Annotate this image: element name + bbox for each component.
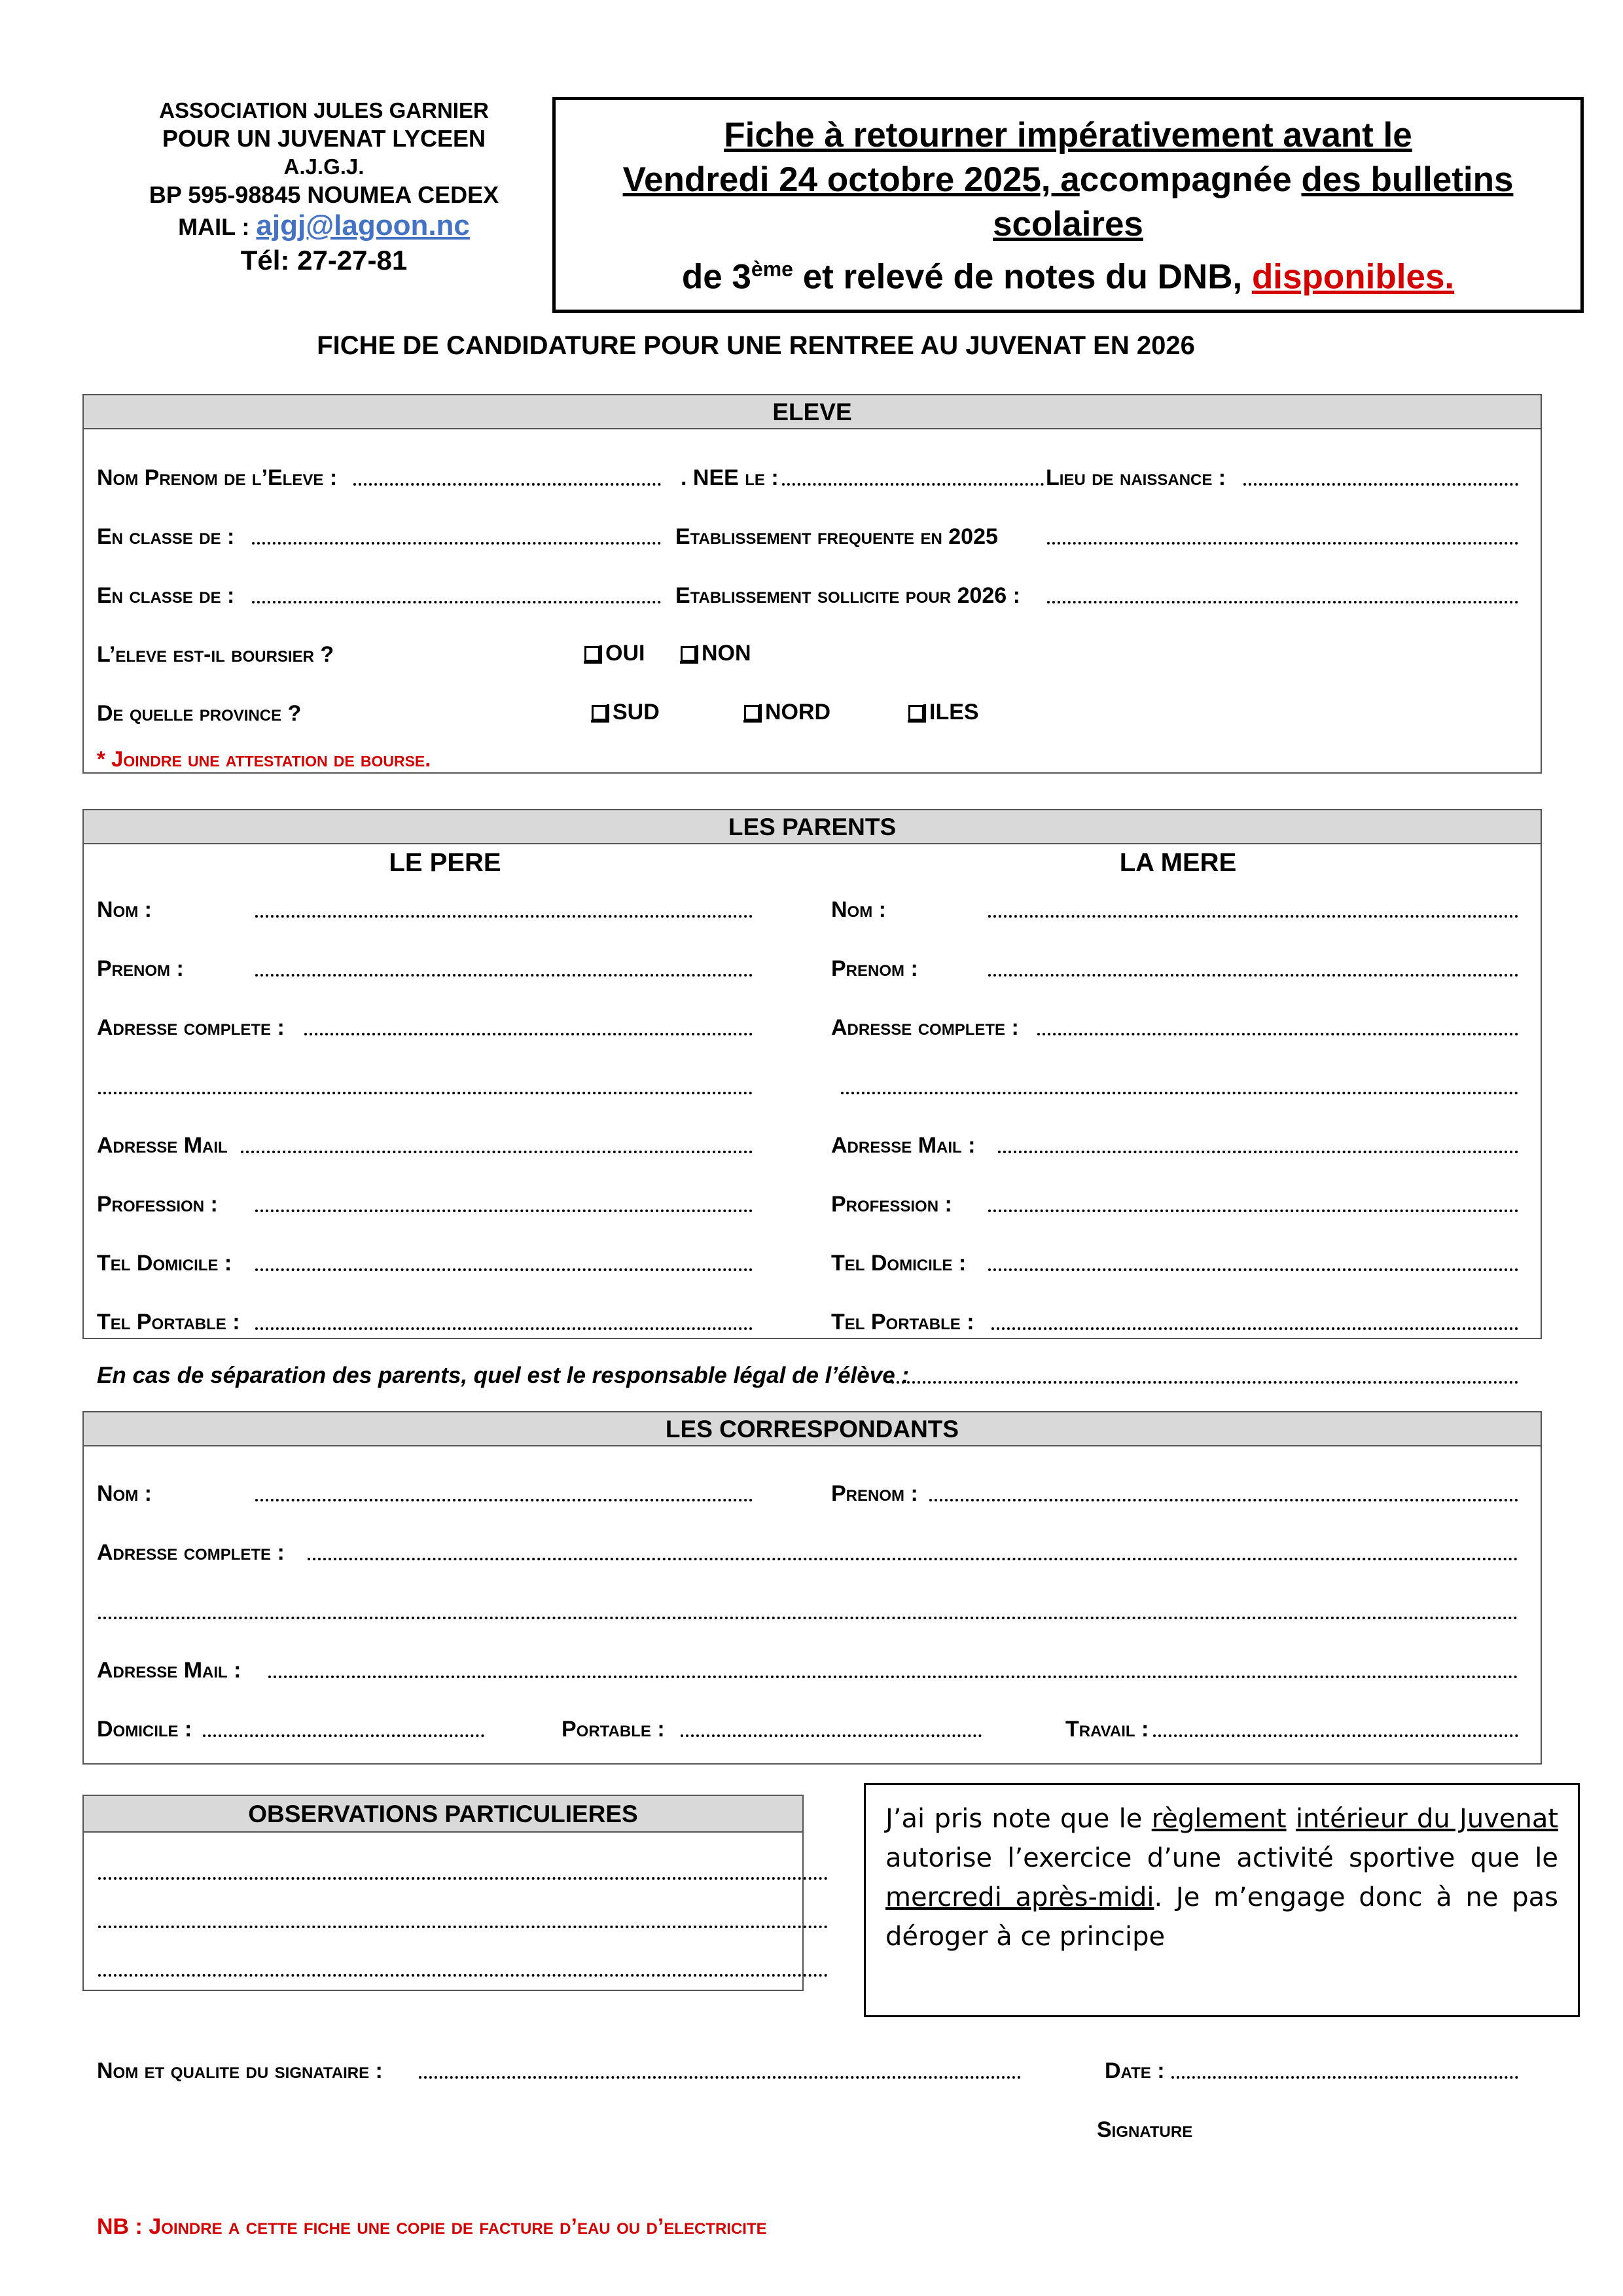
nee-le-field[interactable] [782, 466, 1044, 486]
classe1-wrap [97, 524, 234, 550]
mere-mail: Adresse Mail : [831, 1133, 976, 1158]
classe1-label: En classe de : [97, 524, 235, 549]
pere-adresse-field[interactable] [304, 1016, 753, 1035]
notice-line3: de 3ème et relevé de notes du DNB, disponibles. [681, 257, 1455, 296]
pere-mail: Adresse Mail [97, 1133, 228, 1158]
signature-label: Signature [1097, 2117, 1193, 2142]
nee-le-label: . NEE le : [681, 465, 779, 490]
classe2-field[interactable] [252, 584, 661, 603]
province-wrap [97, 700, 301, 726]
pere-tel-port-field[interactable] [255, 1310, 753, 1330]
mere-tel-port: Tel Portable : [831, 1310, 974, 1335]
observations-line-1[interactable] [98, 1860, 828, 1880]
eleve-row1 [97, 465, 337, 491]
association-acronym: A.J.G.J. [283, 154, 365, 179]
province-label: De quelle province ? [97, 701, 302, 726]
pere-nom: Nom : [97, 897, 152, 922]
corr-portable-field[interactable] [681, 1717, 982, 1737]
observations-line-3[interactable] [98, 1957, 828, 1977]
corr-travail: Travail : [1065, 1717, 1149, 1742]
oui-checkbox[interactable] [584, 646, 600, 662]
parents-header: LES PARENTS [84, 810, 1541, 844]
lieu-label-wrap [1046, 465, 1226, 491]
classe1-field[interactable] [252, 525, 661, 545]
association-block [137, 97, 510, 278]
mere-adresse-field[interactable] [1037, 1016, 1518, 1035]
lieu-field[interactable] [1243, 466, 1518, 486]
nom-prenom-label: Nom Prenom de l’Eleve : [97, 465, 338, 490]
corr-mail: Adresse Mail : [97, 1658, 241, 1683]
corr-prenom: Prenom : [831, 1481, 918, 1506]
pere-profession-field[interactable] [255, 1193, 753, 1212]
etab-soll-label: Etablissement sollicite pour 2026 : [675, 583, 1020, 608]
mere-nom-field[interactable] [988, 898, 1518, 918]
mere-tel-dom: Tel Domicile : [831, 1251, 967, 1276]
oui-option[interactable]: OUI [584, 640, 645, 666]
etab-freq-wrap [675, 524, 998, 550]
pere-adresse: Adresse complete : [97, 1015, 285, 1040]
mere-profession: Profession : [831, 1192, 952, 1217]
corr-portable: Portable : [562, 1717, 665, 1742]
mere-prenom-field[interactable] [988, 957, 1518, 977]
observations-header: OBSERVATIONS PARTICULIERES [84, 1796, 802, 1833]
non-checkbox[interactable] [681, 646, 696, 662]
etab-soll-wrap [675, 583, 1020, 609]
pere-mail-field[interactable] [241, 1134, 753, 1153]
corr-adresse: Adresse complete : [97, 1540, 285, 1565]
notice-box [552, 97, 1584, 313]
sud-option[interactable]: SUD [592, 699, 660, 725]
association-subtitle: POUR UN JUVENAT LYCEEN [162, 125, 486, 152]
sud-checkbox[interactable] [592, 705, 607, 721]
separation-question: En cas de séparation des parents, quel est le responsable légal de l’élève : [97, 1363, 910, 1388]
nee-le-label-wrap [681, 465, 779, 491]
correspondants-header: LES CORRESPONDANTS [84, 1412, 1541, 1446]
pere-tel-port: Tel Portable : [97, 1310, 240, 1335]
boursier-label: L’eleve est-il boursier ? [97, 642, 334, 667]
mere-adresse: Adresse complete : [831, 1015, 1019, 1040]
association-name: ASSOCIATION JULES GARNIER [159, 98, 489, 122]
pere-prenom: Prenom : [97, 956, 184, 981]
pere-nom-field[interactable] [255, 898, 753, 918]
mere-tel-port-field[interactable] [991, 1310, 1518, 1330]
nord-checkbox[interactable] [744, 705, 760, 721]
association-mail [137, 209, 510, 243]
eleve-header: ELEVE [84, 395, 1541, 429]
mere-prenom: Prenom : [831, 956, 918, 981]
notice-line2: Vendredi 24 octobre 2025, accompagnée des bulletins scolaires [622, 160, 1514, 243]
pere-profession: Profession : [97, 1192, 218, 1217]
signataire: Nom et qualite du signataire : [97, 2058, 383, 2083]
corr-nom: Nom : [97, 1481, 152, 1506]
classe2-wrap [97, 583, 234, 609]
etab-freq-field[interactable] [1047, 525, 1518, 545]
bourse-note: * Joindre une attestation de bourse. [97, 747, 431, 771]
corr-prenom-field[interactable] [929, 1482, 1518, 1501]
form-title: FICHE DE CANDIDATURE POUR UNE RENTREE AU JUVENAT EN 2026 [317, 331, 1195, 360]
association-phone: Tél: 27-27-81 [240, 245, 408, 276]
classe2-label: En classe de : [97, 583, 235, 608]
corr-mail-field[interactable] [268, 1659, 1518, 1678]
mail-label: MAIL : [178, 213, 257, 240]
corr-travail-field[interactable] [1153, 1717, 1518, 1737]
etab-freq-label: Etablissement frequente en 2025 [675, 524, 998, 549]
pere-adresse-field-2[interactable] [98, 1075, 753, 1094]
mere-adresse-field-2[interactable] [841, 1075, 1518, 1094]
date-field[interactable] [1171, 2059, 1518, 2079]
signataire-field[interactable] [419, 2059, 1021, 2079]
correspondants-section [82, 1411, 1542, 1765]
nb-note: NB : Joindre a cette fiche une copie de facture d’eau ou d’electricite [97, 2214, 767, 2239]
mere-mail-field[interactable] [998, 1134, 1518, 1153]
mere-title: LA MERE [1119, 848, 1237, 877]
corr-adresse-field[interactable] [308, 1541, 1518, 1560]
pere-title: LE PERE [389, 848, 501, 877]
non-option[interactable]: NON [681, 640, 751, 666]
corr-nom-field[interactable] [255, 1482, 753, 1501]
corr-adresse-field-2[interactable] [98, 1600, 1518, 1619]
mail-link[interactable]: ajgj@lagoon.nc [256, 209, 470, 242]
mere-tel-dom-field[interactable] [988, 1251, 1518, 1271]
notice-line1: Fiche à retourner impérativement avant le [724, 116, 1412, 154]
observations-line-2[interactable] [98, 1909, 828, 1928]
pere-tel-dom: Tel Domicile : [97, 1251, 232, 1276]
etab-soll-field[interactable] [1047, 584, 1518, 603]
iles-option[interactable]: ILES [908, 699, 979, 725]
pere-tel-dom-field[interactable] [255, 1251, 753, 1271]
mere-profession-field[interactable] [988, 1193, 1518, 1212]
corr-domicile: Domicile : [97, 1717, 192, 1742]
pere-prenom-field[interactable] [255, 957, 753, 977]
mere-nom: Nom : [831, 897, 886, 922]
boursier-wrap [97, 641, 334, 668]
reglement-box: J’ai pris note que le règlement intérieur du Juvenat autorise l’exercice d’une activité sportive que le mercredi après-midi. Je m’engage donc à ne pas déroger à ce principe [864, 1783, 1580, 2017]
lieu-label: Lieu de naissance : [1046, 465, 1226, 490]
corr-domicile-field[interactable] [203, 1717, 484, 1737]
date: Date : [1105, 2058, 1165, 2083]
nord-option[interactable]: NORD [744, 699, 830, 725]
nom-prenom-field[interactable] [353, 466, 661, 486]
separation-field[interactable] [891, 1364, 1518, 1384]
association-address: BP 595-98845 NOUMEA CEDEX [149, 181, 499, 208]
iles-checkbox[interactable] [908, 705, 924, 721]
